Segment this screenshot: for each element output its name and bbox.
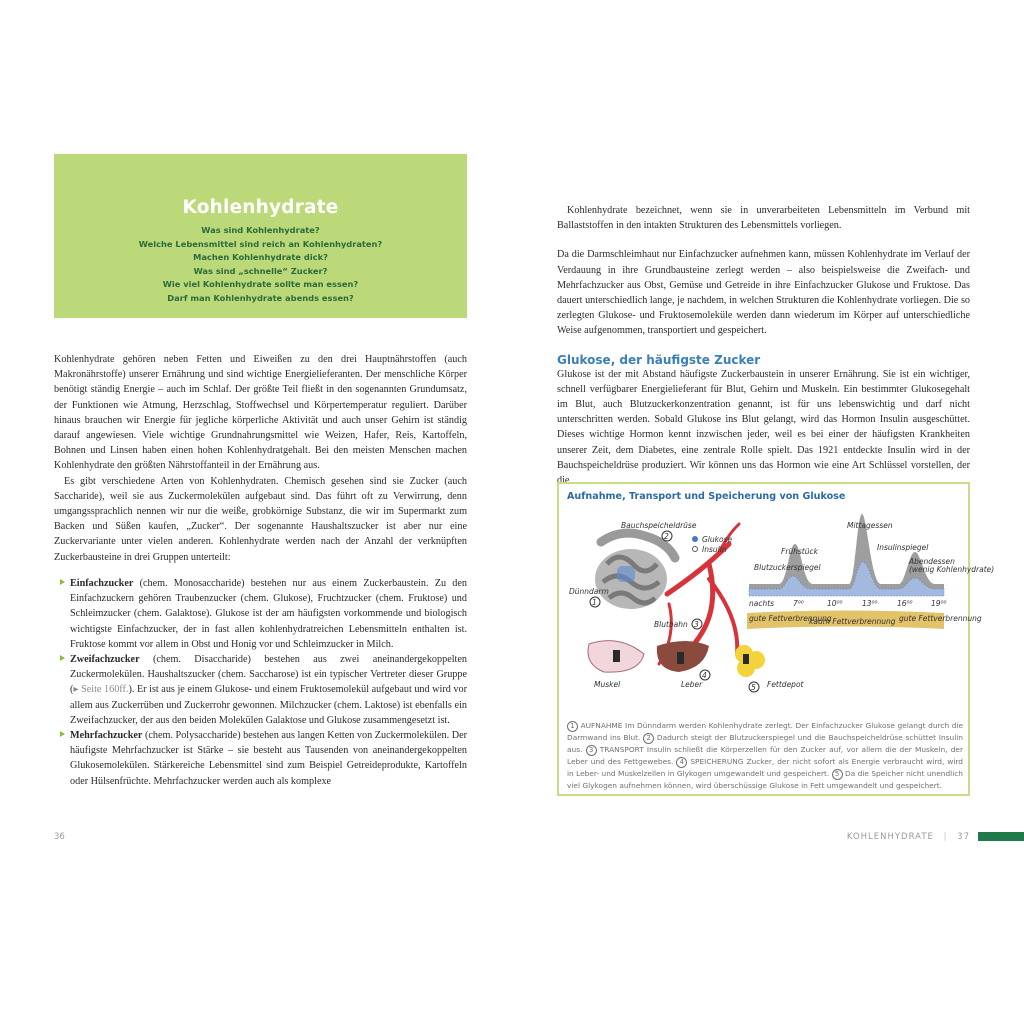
tick-13: 13⁰⁰ (862, 599, 878, 608)
label-good-fat-burn-1: gute Fettverbrennung (749, 614, 832, 623)
digestion-paragraph: Da die Darmschleimhaut nur Einfachzucker aufnehmen kann, müssen Kohlenhydrate im Verlauf der Verdauung in ihre Grundbausteine zerlegt werden – also beispielsweise die Zweifach- und Mehrfachzucker aus Obst, Gemüse und Getreide in ihre Einfachzucker Glukose und Fruktose. Das dauert unterschiedlich lange, je nachdem, in welchen Strukturen die Kohlenhydrate vorliegen. Die so zerlegten Glukose- und Fruktosemoleküle werden dann wiederum im Körper auf unterschiedliche Weise aufgenommen, transportiert und gespeichert. (557, 249, 970, 337)
legend-insulin: Insulin (702, 545, 727, 554)
chapter-title: Kohlenhydrate (182, 197, 339, 218)
caption-part-2: Dadurch steigt der Blutzuckerspiegel und die Bauchspeicheldrüse schüttet Insulin aus. (567, 733, 963, 755)
label-little-fat-burn: kaum Fettverbrennung (809, 617, 896, 626)
bullet-arrow-icon (60, 655, 65, 661)
caption-part-5: Da die Speicher nicht unendlich viel Glykogen aufnehmen können, wird überschüssige Glukose in Fett umgewandelt und gespeichert. (567, 769, 963, 791)
text-zweifachzucker-b: ). Er ist aus je einem Glukose- und einem Fruktosemolekül aufgebaut und wird vor allem aus Zuckerrüben und Zuckerrohr gewonnen. Milchzucker (chem. Laktose) ist ebenfalls ein Zweifachzucker, der aus den beiden Molekülen Galaktose und Glukose zusammengesetzt ist. (70, 684, 467, 726)
label-liver: Leber (681, 680, 703, 689)
page-number-right: 37 (957, 832, 970, 842)
question-5: Wie viel Kohlenhydrate sollte man essen? (162, 279, 359, 289)
intro-paragraph: Kohlenhydrate gehören neben Fetten und Eiweißen zu den drei Hauptnährstoffen (auch Makronährstoffe) unserer Ernährung und sind wichtige Energielieferanten. Der menschliche Körper benötigt ständig Energie – auch im Schlaf. Der größte Teil fließt in den sogenannten Grundumsatz, der Funktionen wie Atmung, Herzschlag, Stoffwechsel und Körpertemperatur reguliert. Darüber hinaus brauchen wir Energie für jegliche körperliche Aktivität und auch unser Gehirn ist ständig darauf angewiesen. Viele wichtige Grundnahrungsmittel wie Weizen, Hafer, Reis, Kartoffeln, Bohnen und Linsen haben einen hohen Kohlenhydratgehalt. Bei den meisten Menschen machen Kohlenhydrate den größten Nährstoffanteil in der Ernährung aus. (54, 354, 467, 472)
list-item-einfachzucker (54, 576, 467, 652)
footer-separator: | (943, 832, 948, 842)
liver-door-icon (677, 652, 684, 664)
glucose-figure (557, 482, 995, 796)
label-intestine: Dünndarm (569, 587, 609, 596)
caption-marker-2: 2 (643, 733, 654, 744)
caption-marker-1: 1 (567, 721, 578, 732)
term-mehrfachzucker: Mehrfachzucker (70, 730, 143, 742)
text-einfachzucker: (chem. Monosaccharide) bestehen nur aus einem Zuckerbaustein. Zu den Einfachzuckern gehören Traubenzucker (chem. Glukose), Fruchtzucker (chem. Fruktose) und Schleimzucker (chem. Galaktose). Glukose ist der am häufigsten vorkommende und biologisch wichtigste Einfachzucker, der in fast allen kohlenhydratreichen Lebensmitteln enthalten ist. Fruktose kommt vor allem in Obst und Honig vor und Schleimzucker in Milch. (70, 578, 467, 650)
label-insulin-level: Insulinspiegel (877, 543, 929, 552)
marker-1: 1 (592, 598, 597, 607)
list-item-zweifachzucker (54, 652, 467, 728)
bullet-arrow-icon (60, 579, 65, 585)
text-mehrfachzucker: (chem. Polysaccharide) bestehen aus langen Ketten von Zuckermolekülen. Der häufigste Mehrfachzucker ist Stärke – sie besteht aus Tausenden von aneinandergekoppelten Glukosemolekülen. Stärkereiche Lebensmittel sind zum Beispiel Getreideprodukte, Kartoffeln oder Hülsenfrüchte. Mehrfachzucker werden auch als komplexe (70, 730, 467, 787)
text-zweifachzucker-a: (chem. Disaccharide) bestehen aus zwei aneinandergekoppelten Zuckermolekülen. Haushaltszucker (chem. Saccharose) ist ein typischer Vertreter dieser Gruppe ( (70, 654, 467, 696)
bullet-arrow-icon (60, 731, 65, 737)
page-number-left: 36 (54, 832, 65, 842)
section-heading: Glukose, der häufigste Zucker (557, 352, 761, 367)
sugar-types-list (54, 576, 467, 789)
types-paragraph: Es gibt verschiedene Arten von Kohlenhydraten. Chemisch gesehen sind sie Zucker (auch Saccharide), weil sie aus Zuckermolekülen aufgebaut sind. Das führt oft zu Verwirrung, denn umgangssprachlich nennen wir nur die weiße, grobkörnige Substanz, die wir im Supermarkt zum Backen und Süßen kaufen, „Zucker“. Der sogenannte Haushaltszucker ist aber nur eine Zuckervariante unter vielen anderen. Kohlenhydrate werden nach der Anzahl der verknüpften Zuckerbausteine in drei Gruppen unterteilt: (54, 475, 467, 563)
page-footer-right (800, 832, 970, 842)
caption-marker-3: 3 (586, 745, 597, 756)
question-6: Darf man Kohlenhydrate abends essen? (167, 292, 354, 303)
left-body-text (54, 352, 467, 565)
label-lunch: Mittagessen (847, 521, 893, 530)
label-blood-sugar: Blutzuckerspiegel (754, 563, 821, 572)
question-3: Machen Kohlenhydrate dick? (193, 252, 328, 262)
term-zweifachzucker: Zweifachzucker (70, 654, 140, 666)
tick-10: 10⁰⁰ (827, 599, 843, 608)
label-pancreas: Bauchspeicheldrüse (621, 521, 697, 530)
list-item-mehrfachzucker (54, 728, 467, 789)
fat-door-icon (743, 654, 749, 664)
question-2: Welche Lebensmittel sind reich an Kohlenhydraten? (138, 238, 383, 249)
footer-accent-bar (978, 832, 1024, 841)
question-1: Was sind Kohlenhydrate? (201, 225, 320, 235)
page-reference-link[interactable]: ▸ Seite 160ff. (73, 684, 129, 696)
label-dinner: Abendessen (909, 557, 955, 566)
caption-part-1: AUFNAHME Im Dünndarm werden Kohlenhydrate zerlegt. Der Einfachzucker Glukose gelangt durch die Darmwand ins Blut. (567, 721, 963, 743)
caption-part-3: TRANSPORT Insulin schließt die Körperzellen für den Zucker auf, vor allem die der Muskeln, der Leber und des Fettgewebes. (567, 745, 963, 767)
label-muscle: Muskel (594, 680, 621, 689)
caption-marker-4: 4 (676, 757, 687, 768)
tick-19: 19⁰⁰ (931, 599, 947, 608)
label-bloodstream: Blutbahn (654, 620, 688, 629)
tick-16: 16⁰⁰ (897, 599, 913, 608)
figure-caption (567, 720, 963, 793)
daily-levels-chart (747, 514, 994, 629)
caption-marker-5: 5 (832, 769, 843, 780)
fat-depot-illustration (735, 645, 765, 677)
glukose-paragraph: Glukose ist der mit Abstand häufigste Zuckerbaustein in unserer Ernährung. Sie ist ein wichtiger, schnell verfügbarer Energielieferant für Blut, Gehirn und Muskeln. Ein bestimmter Glukosegehalt im Blut, auch Blutzuckerkonzentration genannt, ist für uns lebenswichtig und darf nicht unterschritten werden. Sobald Glukose ins Blut gelangt, wird das Hormon Insulin ausgeschüttet. Dieses wichtige Hormon kennt inzwischen jeder, weil es bei einer der häufigsten Krankheiten unserer Zeit, dem Diabetes, eine zentrale Rolle spielt. Das 1921 entdeckte Insulin wird in der Bauchspeicheldrüse produziert. Wir können uns das Hormon wie eine Art Schlüssel vorstellen, der die (557, 368, 970, 487)
label-dinner-note: (wenig Kohlenhydrate) (909, 565, 995, 574)
tick-7: 7⁰⁰ (793, 599, 804, 608)
legend-glucose: Glukose (702, 535, 733, 544)
marker-3: 3 (694, 620, 699, 629)
continued-paragraph: Kohlenhydrate bezeichnet, wenn sie in unverarbeiteten Lebensmitteln im Verbund mit Ballaststoffen in den intakten Strukturen des Lebensmittels vorliegen. (557, 205, 970, 232)
right-body-text (557, 203, 970, 488)
tick-night: nachts (749, 599, 775, 608)
chapter-title-box (54, 154, 467, 318)
muscle-door-icon (613, 650, 620, 662)
term-einfachzucker: Einfachzucker (70, 578, 134, 589)
question-4: Was sind „schnelle“ Zucker? (193, 265, 328, 276)
running-head: KOHLENHYDRATE (846, 832, 934, 842)
label-fat-depot: Fettdepot (767, 680, 804, 689)
glucose-dot-icon (692, 536, 698, 542)
insulin-key-icon (693, 547, 698, 552)
marker-5: 5 (751, 683, 756, 692)
marker-2: 2 (664, 532, 669, 541)
marker-4: 4 (702, 671, 707, 680)
label-breakfast: Frühstück (781, 547, 818, 556)
intestine-illustration (595, 549, 667, 609)
figure-title: Aufnahme, Transport und Speicherung von Glukose (567, 491, 846, 502)
glucose-illustration (559, 484, 995, 714)
caption-part-4: SPEICHERUNG Zucker, der nicht sofort als Energie verbraucht wird, wird in Leber- und Muskelzellen in Glykogen umgewandelt und gespeichert. (567, 757, 963, 779)
label-good-fat-burn-2: gute Fettverbrennung (899, 614, 982, 623)
